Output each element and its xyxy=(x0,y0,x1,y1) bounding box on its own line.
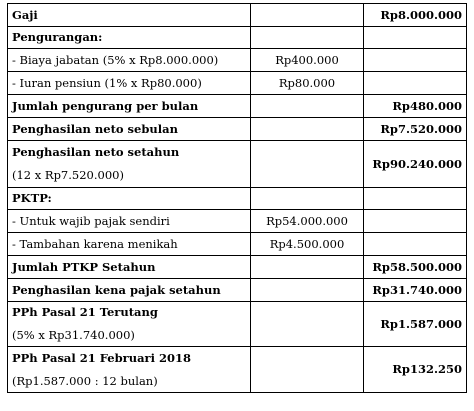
row-label: - Tambahan karena menikah xyxy=(8,233,251,256)
row-total: Rp1.587.000 xyxy=(364,302,467,347)
row-amount: Rp80.000 xyxy=(251,72,364,95)
row-gaji xyxy=(8,4,467,27)
row-label: Jumlah pengurang per bulan xyxy=(8,95,251,118)
row-label: - Untuk wajib pajak sendiri xyxy=(8,210,251,233)
empty-cell xyxy=(364,233,467,256)
row-wajib-pajak xyxy=(8,210,467,233)
row-label: Penghasilan kena pajak setahun xyxy=(8,279,251,302)
empty-cell xyxy=(364,210,467,233)
empty-cell xyxy=(251,27,364,49)
row-pengurangan xyxy=(8,27,467,49)
empty-cell xyxy=(251,302,364,347)
row-total: Rp8.000.000 xyxy=(364,4,467,27)
row-total: Rp58.500.000 xyxy=(364,256,467,279)
empty-cell xyxy=(364,72,467,95)
row-label: Penghasilan neto sebulan xyxy=(8,118,251,141)
row-pph-februari xyxy=(8,347,467,393)
row-label: PPh Pasal 21 Terutang xyxy=(12,305,158,319)
row-label: PPh Pasal 21 Februari 2018 xyxy=(12,350,191,365)
row-label: Gaji xyxy=(8,4,251,27)
row-label: Penghasilan neto setahun xyxy=(12,145,180,159)
empty-cell xyxy=(251,4,364,27)
empty-cell xyxy=(251,95,364,118)
row-pktp xyxy=(8,188,467,210)
row-sublabel: (12 x Rp7.520.000) xyxy=(12,168,124,182)
row-kena-pajak xyxy=(8,279,467,302)
row-biaya-jabatan xyxy=(8,49,467,72)
row-jumlah-ptkp xyxy=(8,256,467,279)
empty-cell xyxy=(364,27,467,49)
empty-cell xyxy=(251,279,364,302)
row-label: Jumlah PTKP Setahun xyxy=(8,256,251,279)
row-sublabel: (5% x Rp31.740.000) xyxy=(12,328,135,342)
empty-cell xyxy=(251,347,364,393)
row-total: Rp132.250 xyxy=(364,347,467,393)
row-label: Pengurangan: xyxy=(8,27,251,49)
empty-cell xyxy=(364,49,467,72)
row-label-cell xyxy=(8,302,251,347)
row-neto-sebulan xyxy=(8,118,467,141)
row-total: Rp7.520.000 xyxy=(364,118,467,141)
empty-cell xyxy=(251,118,364,141)
row-label: - Iuran pensiun (1% x Rp80.000) xyxy=(8,72,251,95)
row-total: Rp31.740.000 xyxy=(364,279,467,302)
row-iuran-pensiun xyxy=(8,72,467,95)
row-amount: Rp54.000.000 xyxy=(251,210,364,233)
row-neto-setahun xyxy=(8,141,467,188)
row-label: - Biaya jabatan (5% x Rp8.000.000) xyxy=(8,49,251,72)
row-label-cell xyxy=(8,347,251,393)
row-tambahan-menikah xyxy=(8,233,467,256)
empty-cell xyxy=(251,141,364,188)
row-total: Rp480.000 xyxy=(364,95,467,118)
row-pph-terutang xyxy=(8,302,467,347)
row-total: Rp90.240.000 xyxy=(364,141,467,188)
row-jumlah-pengurang xyxy=(8,95,467,118)
tax-calculation-table xyxy=(7,3,467,393)
row-label-cell xyxy=(8,141,251,188)
empty-cell xyxy=(364,188,467,210)
row-amount: Rp400.000 xyxy=(251,49,364,72)
row-label: PKTP: xyxy=(8,188,251,210)
row-sublabel: (Rp1.587.000 : 12 bulan) xyxy=(12,373,158,388)
empty-cell xyxy=(251,188,364,210)
empty-cell xyxy=(251,256,364,279)
row-amount: Rp4.500.000 xyxy=(251,233,364,256)
